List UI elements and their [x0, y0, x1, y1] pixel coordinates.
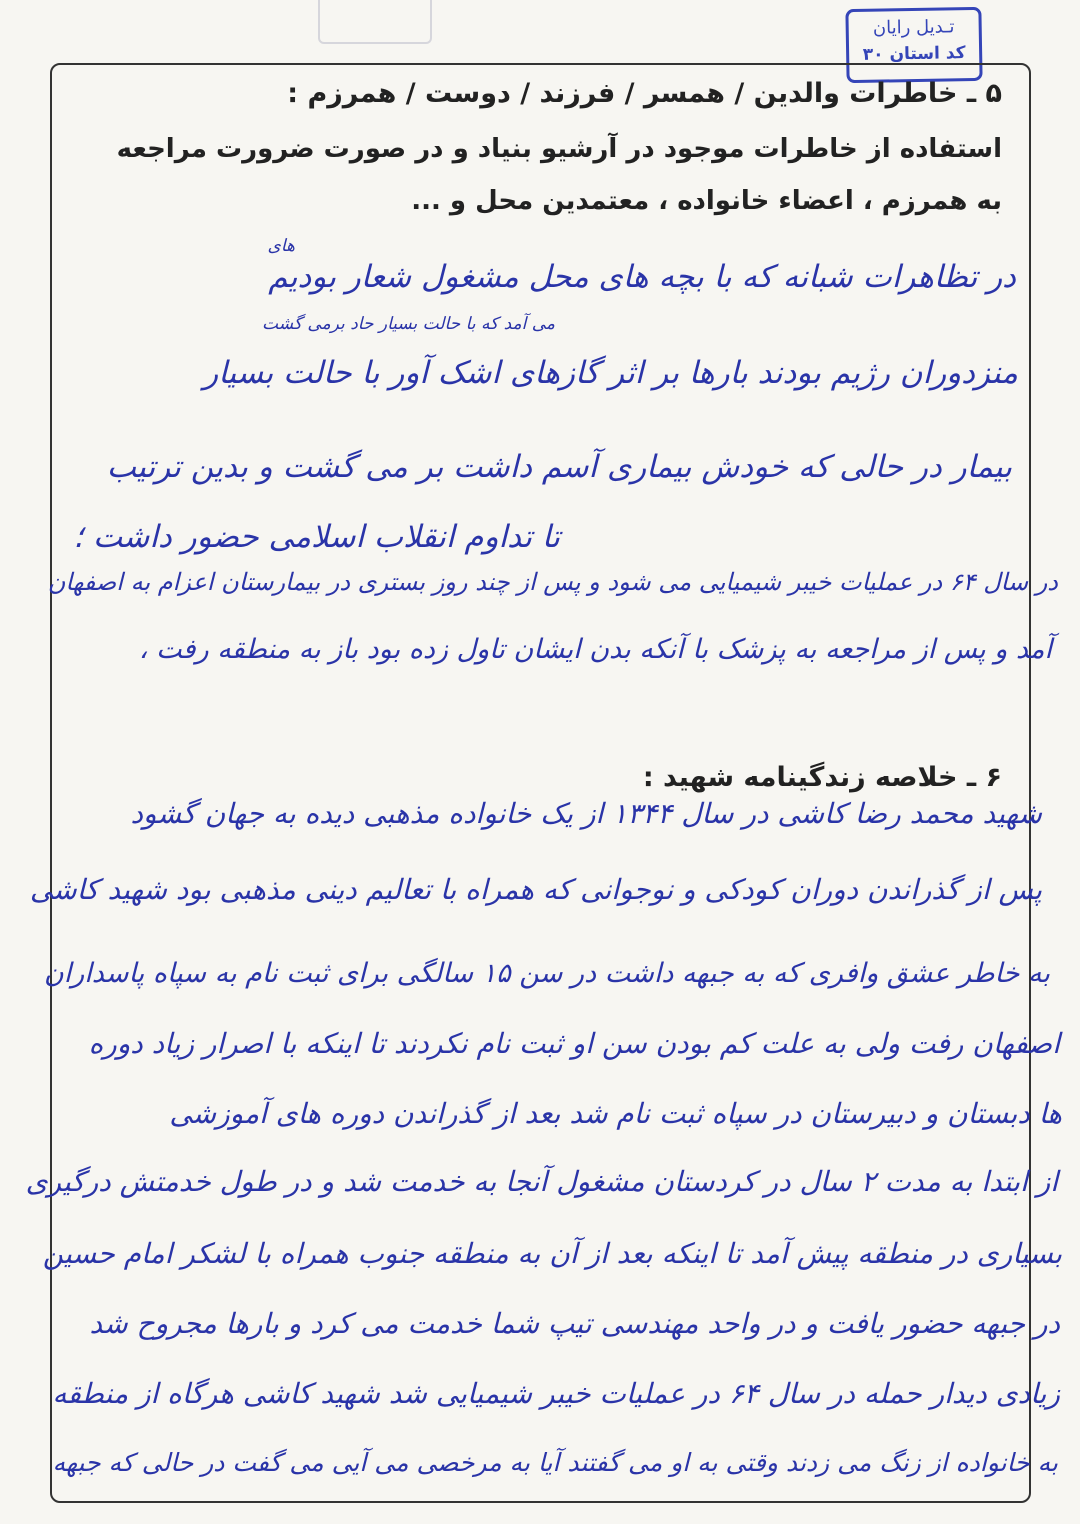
memory-line-1: در تظاهرات شبانه که با بچه های محل مشغول شعار بودیم [268, 259, 1016, 295]
biography-line-3: به خاطر عشق وافری که به جبهه داشت در سن ۱۵ سالگی برای ثبت نام به سپاه پاسداران [43, 958, 1050, 989]
biography-line-7: بسیاری در منطقه پیش آمد تا اینکه بعد از آن به منطقه جنوب همراه با لشکر امام حسین [42, 1237, 1062, 1270]
biography-line-10: به خانواده از زنگ می زدند وقتی به او می گفتند آیا به مرخصی می آیی می گفت در حالی که جبهه [52, 1448, 1058, 1477]
memory-line-5: در سال ۶۴ در عملیات خیبر شیمیایی می شود و پس از چند روز بستری در بیمارستان اعزام به اصفهان [47, 568, 1058, 596]
memory-line-6: آمد و پس از مراجعه به پزشک با آنکه بدن ایشان تاول زده بود باز به منطقه رفت ، [138, 634, 1052, 665]
section6-heading: ۶ ـ خلاصه زندگینامه شهید : [642, 762, 1002, 793]
interlinear-note-2: می آمد که با حالت بسیار حاد برمی گشت [262, 314, 555, 334]
stamp-line-1: تـدیل رایان [872, 16, 955, 39]
section5-instruction-2: به همرزم ، اعضاء خانواده ، معتمدین محل و ... [411, 186, 1002, 216]
interlinear-note-1: های [267, 236, 295, 256]
stamp-line-2: کد استان ۳۰ [862, 43, 966, 65]
memory-line-2: منزدوران رژیم بودند بارها بر اثر گازهای اشک آور با حالت بسیار [203, 355, 1018, 391]
biography-line-9: زیادی دیدار حمله در سال ۶۴ در عملیات خیبر شیمیایی شد شهید کاشی هرگاه از منطقه [52, 1377, 1060, 1410]
section5-heading: ۵ ـ خاطرات والدین / همسر / فرزند / دوست / همرزم : [287, 78, 1002, 109]
biography-line-1: شهید محمد رضا کاشی در سال ۱۳۴۴ از یک خانواده مذهبی دیده به جهان گشود [130, 797, 1042, 830]
biography-line-6: از ابتدا به مدت ۲ سال در کردستان مشغول آنجا به خدمت شد و در طول خدمتش درگیری [25, 1165, 1058, 1198]
biography-line-4: اصفهان رفت ولی به علت کم بودن سن او ثبت نام نکردند تا اینکه با اصرار زیاد دوره [88, 1027, 1060, 1060]
biography-line-2: پس از گذراندن دوران کودکی و نوجوانی که همراه با تعالیم دینی مذهبی بود شهید کاشی [29, 873, 1042, 906]
biography-line-8: در جبهه حضور یافت و در واحد مهندسی تیپ شما خدمت می کرد و بارها مجروح شد [89, 1307, 1060, 1340]
faint-stamp-mark [318, 0, 432, 44]
biography-line-5: ها دبستان و دبیرستان در سپاه ثبت نام شد بعد از گذراندن دوره های آموزشی [169, 1097, 1062, 1130]
section5-instruction-1: استفاده از خاطرات موجود در آرشیو بنیاد و در صورت ضرورت مراجعه [116, 134, 1002, 164]
memory-line-4: تا تداوم انقلاب اسلامی حضور داشت ؛ [73, 519, 560, 555]
memory-line-3: بیمار در حالی که خودش بیماری آسم داشت بر می گشت و بدین ترتیب [106, 449, 1012, 485]
